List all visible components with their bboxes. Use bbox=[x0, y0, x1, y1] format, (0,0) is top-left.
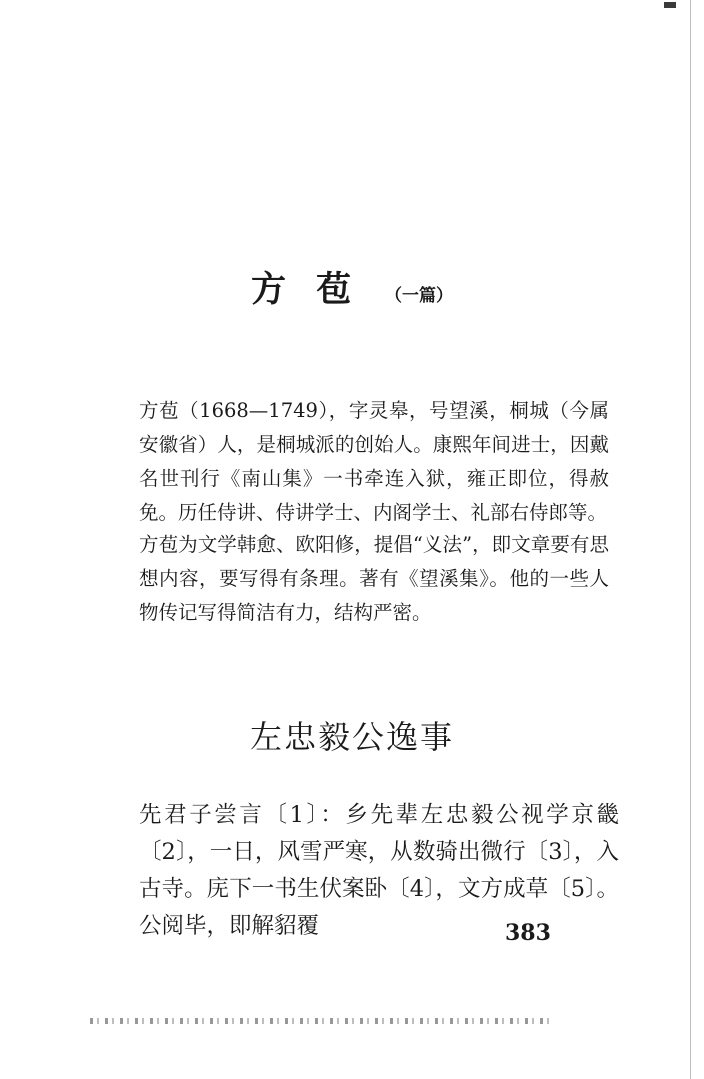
author-name: 方苞 bbox=[250, 269, 381, 310]
essay-title: 左忠毅公逸事 bbox=[249, 718, 454, 756]
author-bio-paragraph-2 bbox=[139, 528, 609, 630]
bio-text-2: 方苞为文学韩愈、欧阳修，提倡“义法”，即文章要有思想内容，要写得有条理。著有《望溪集》。他的一些人物传记写得简洁有力，结构严密。 bbox=[139, 533, 609, 624]
bio-text-1: 方苞（1668—1749），字灵皋，号望溪，桐城（今属安徽省）人，是桐城派的创始人。康熙年间进士，因戴名世刊行《南山集》一书牵连入狱，雍正即位，得赦免。历任侍讲、侍讲学士、内阁学士、礼部右侍郎等。 bbox=[139, 399, 609, 524]
scan-mark bbox=[664, 2, 676, 8]
page-number: 383 bbox=[505, 920, 551, 946]
author-bio-paragraph-1 bbox=[139, 394, 609, 530]
page-edge-line bbox=[690, 0, 691, 1079]
author-heading bbox=[0, 262, 704, 312]
piece-count: （一篇） bbox=[385, 286, 453, 306]
scan-artifact bbox=[90, 1018, 550, 1024]
essay-text: 先君子尝言〔1〕：乡先辈左忠毅公视学京畿〔2〕，一日，风雪严寒，从数骑出微行〔3〕，入古寺。庑下一书生伏案卧〔4〕，文方成草〔5〕。公阅毕，即解貂覆 bbox=[139, 802, 619, 939]
